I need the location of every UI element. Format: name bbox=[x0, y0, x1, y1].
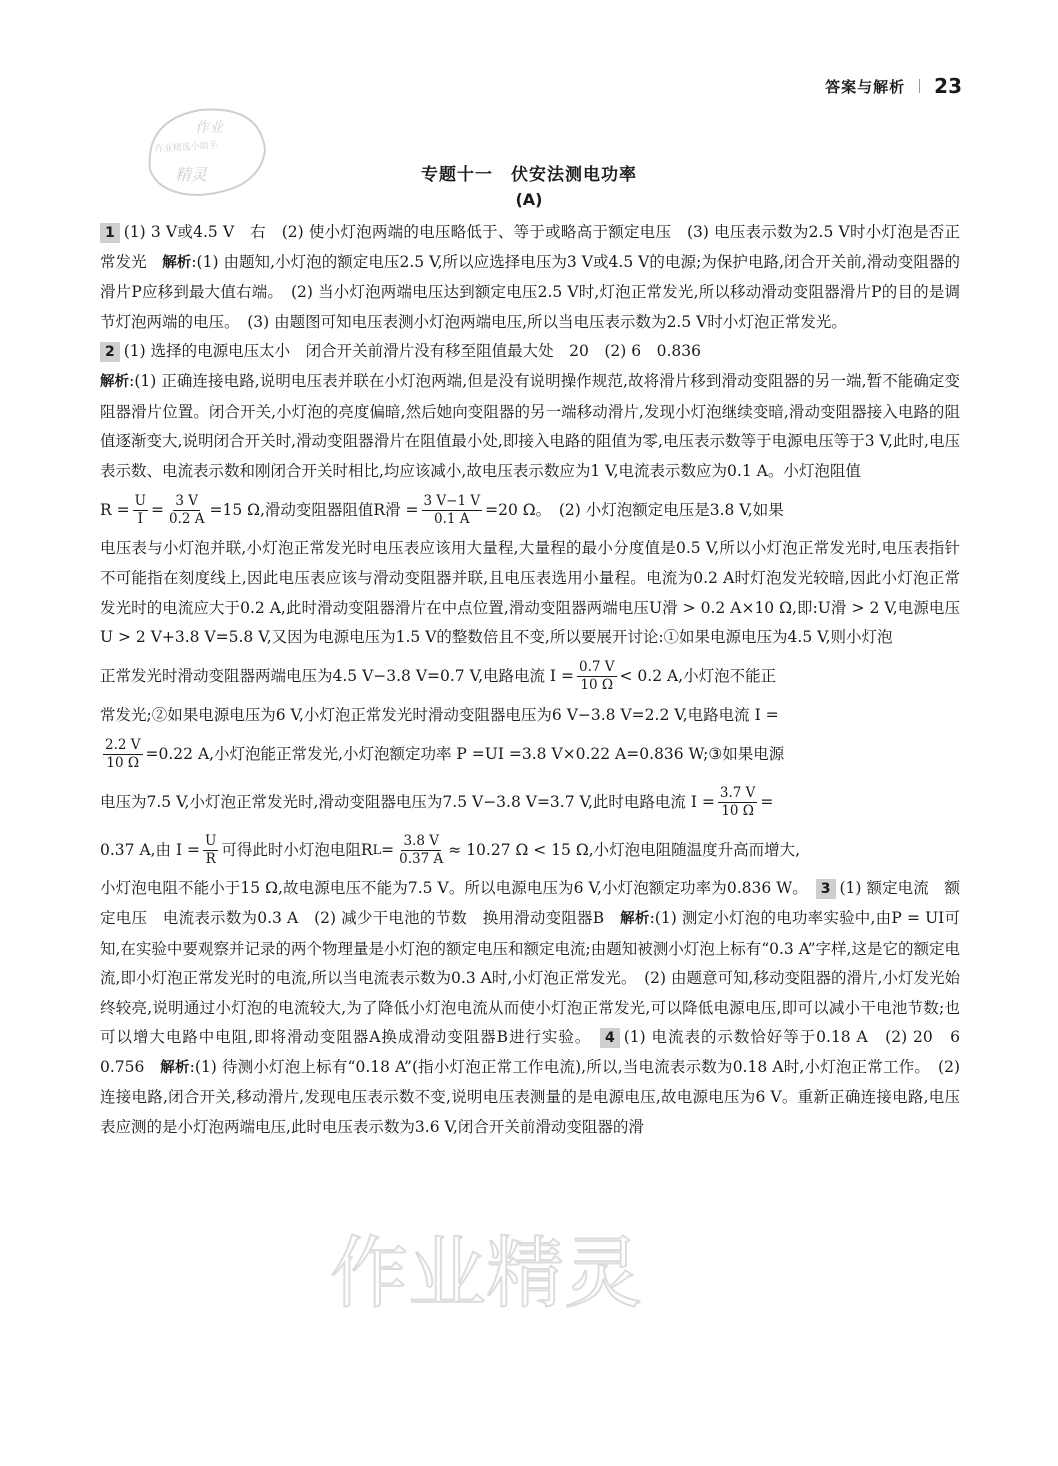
stamp-top-text: 作业 bbox=[195, 120, 223, 136]
q3-analysis-label: 解析 bbox=[620, 910, 650, 927]
fraction-07v-over-10 bbox=[577, 659, 617, 694]
q2-analysis-part1: :(1) 正确连接电路,说明电压表并联在小灯泡两端,但是没有说明操作规范,故将滑片移到滑动变阻器的另一端,暂不能确定变阻器滑片位置。闭合开关,小灯泡的亮度偏暗,然后她向变阻器的另一端移动滑片,发现小灯泡继续变暗,滑动变阻器接入电路的阻值逐渐变大,说明闭合开关时,滑动变阻器滑片在阻值最小处,即接入电路的阻值为零,电压表示数等于电源电压等于3 V,此时,电压表示数、电流表示数和刚闭合开关时相比,均应该减小,故电压表示数应为1 V,电流表示数应为0.1 A。小灯泡阻值 bbox=[100, 371, 960, 480]
section-subtitle: (A) bbox=[515, 190, 543, 209]
formula-line-2 bbox=[100, 653, 960, 701]
frac-numerator: 0.7 V bbox=[578, 659, 615, 676]
m3-text-1: =0.22 A,小灯泡能正常发光,小灯泡额定功率 P =UI =3.8 V×0.22 A=0.836 W;③如果电源 bbox=[145, 744, 785, 763]
question-2-analysis-cont bbox=[100, 534, 960, 652]
header-divider bbox=[919, 79, 920, 93]
q4-analysis-label: 解析 bbox=[160, 1059, 190, 1076]
question-2-3-4 bbox=[100, 874, 976, 1142]
m4-text-2: = bbox=[760, 792, 774, 811]
m2-text-2: < 0.2 A,小灯泡不能正 bbox=[619, 666, 777, 685]
frac-numerator: 2.2 V bbox=[105, 736, 141, 753]
m5-text-1: 0.37 A,由 I = bbox=[100, 840, 201, 859]
m5-subscript: L bbox=[372, 842, 382, 858]
m1-text-2: =20 Ω。 (2) 小灯泡额定电压是3.8 V,如果 bbox=[485, 500, 784, 519]
frac-numerator: U bbox=[134, 492, 146, 509]
fraction-3v-over-02a bbox=[167, 493, 207, 528]
q1-analysis-label: 解析 bbox=[162, 254, 192, 271]
q2-analysis-label: 解析 bbox=[100, 373, 130, 390]
fraction-22v-over-10 bbox=[103, 737, 143, 772]
question-number-1: 1 bbox=[100, 223, 120, 243]
fraction-u-over-r bbox=[203, 833, 218, 868]
m5-text-4: ≈ 10.27 Ω < 15 Ω,小灯泡电阻随温度升高而增大, bbox=[448, 840, 801, 859]
stamp-logo-icon bbox=[140, 100, 270, 200]
frac-denominator: 0.37 A bbox=[399, 850, 444, 867]
page-title: 专题十一 伏安法测电功率 bbox=[421, 165, 637, 185]
m2-text-1: 正常发光时滑动变阻器两端电压为4.5 V−3.8 V=0.7 V,电路电流 I = bbox=[100, 666, 574, 685]
frac-denominator: 0.1 A bbox=[434, 510, 470, 527]
stamp-bottom-text: 精灵 bbox=[175, 165, 208, 184]
frac-denominator: 0.2 A bbox=[168, 510, 205, 527]
page-number: 23 bbox=[934, 74, 962, 98]
m1-text-1: =15 Ω,滑动变阻器阻值R滑 = bbox=[209, 500, 419, 519]
m4-text-1: 电压为7.5 V,小灯泡正常发光时,滑动变阻器电压为7.5 V−3.8 V=3.7 V,此时电路电流 I = bbox=[100, 792, 715, 811]
q2-answer: (1) 选择的电源电压太小 闭合开关前滑片没有移至阻值最大处 20 (2) 6 0.836 bbox=[123, 342, 701, 361]
formula-line-4 bbox=[100, 778, 960, 826]
frac-denominator: I bbox=[137, 510, 143, 527]
q2-analysis-part2: 电压表与小灯泡并联,小灯泡正常发光时电压表应该用大量程,大量程的最小分度值是0.5 V,所以小灯泡正常发光时,电压表指针不可能指在刻度线上,因此电压表应该与滑动变阻器并联,且电压表选用小量程。电流为0.2 A时灯泡发光较暗,因此小灯泡正常发光时的电流应大于0.2 A,此时滑动变阻器滑片在中点位置,滑动变阻器两端电压U滑 > 0.2 A×10 Ω,即:U滑 > 2 V,电源电压U > 2 V+3.8 V=5.8 V,又因为电源电压为1.5 V的整数倍且不变,所以要展开讨论:①如果电源电压为4.5 V,则小灯泡 bbox=[100, 539, 960, 647]
frac-numerator: 3.7 V bbox=[719, 784, 756, 801]
header-label: 答案与解析 bbox=[825, 77, 906, 96]
m1-r: R = bbox=[100, 500, 130, 519]
m1-eq: = bbox=[150, 500, 164, 519]
formula-line-5 bbox=[100, 826, 960, 874]
frac-denominator: R bbox=[205, 850, 216, 867]
question-number-4: 4 bbox=[600, 1028, 620, 1048]
question-number-2: 2 bbox=[100, 342, 120, 362]
page-header bbox=[825, 74, 962, 98]
q2-analysis-part3: 常发光;②如果电源电压为6 V,小灯泡正常发光时滑动变阻器电压为6 V−3.8 V=2.2 V,电路电流 I = bbox=[100, 705, 779, 724]
answer-content bbox=[100, 218, 976, 1143]
formula-line-1 bbox=[100, 486, 960, 534]
fraction-38v-over-037a bbox=[397, 833, 445, 868]
frac-denominator: 10 Ω bbox=[106, 754, 140, 771]
q1-analysis: :(1) 由题知,小灯泡的额定电压2.5 V,所以应选择电压为3 V或4.5 V的电源;为保护电路,闭合开关前,滑动变阻器的滑片P应移到最大值右端。 (2) 当小灯泡两端电压达到额定电压2.5 V时,灯泡正常发光,所以移动滑动变阻器滑片P的目的是调节灯泡两端的电压。 (3) 由题图可知电压表测小灯泡两端电压,所以当电压表示数为2.5 V时小灯泡正常发光。 bbox=[100, 252, 961, 331]
frac-denominator: 10 Ω bbox=[721, 802, 754, 819]
q3-analysis: :(1) 测定小灯泡的电功率实验中,由P = UI可知,在实验中要观察并记录的两个物理量是小灯泡的额定电压和额定电流;由题知被测小灯泡上标有“0.3 A”字样,这是它的额定电流,即小灯泡正常发光时的电流,所以当电流表示数为0.3 A时,小灯泡正常发光。 (2) 由题意可知,移动变阻器的滑片,小灯发光始终较亮,说明通过小灯泡的电流较大,为了降低小灯泡电流从而使小灯泡正常发光,可以降低电源电压,即可以减小干电池节数;也可以增大电路中电阻,即将滑动变阻器A换成滑动变阻器B进行实验。 bbox=[100, 908, 961, 1047]
frac-numerator: 3.8 V bbox=[403, 832, 439, 849]
frac-numerator: U bbox=[205, 832, 217, 849]
frac-numerator: 3 V−1 V bbox=[423, 492, 481, 509]
q1-answer: (1) 3 V或4.5 V 右 (2) 使小灯泡两端的电压略低于、等于或略高于额定电压 (3) 电压表示数为2.5 V时小灯泡是否正常发光 bbox=[100, 223, 960, 271]
question-2-analysis bbox=[100, 367, 960, 486]
watermark-text: 作业精灵 bbox=[330, 1229, 643, 1319]
fraction-2v-over-01a bbox=[422, 493, 483, 528]
m5-text-2: 可得此时小灯泡电阻R bbox=[221, 840, 373, 859]
question-2-analysis-cont-2 bbox=[100, 701, 960, 731]
q4-analysis: :(1) 待测小灯泡上标有“0.18 A”(指小灯泡正常工作电流),所以,当电流表示数为0.18 A时,小灯泡正常工作。 (2) 连接电路,闭合开关,移动滑片,发现电压表示数不变,说明电压表测量的是电源电压,故电源电压为6 V。重新正确连接电路,电压表应测的是小灯泡两端电压,此时电压表示数为3.6 V,闭合开关前滑动变阻器的滑 bbox=[100, 1057, 961, 1137]
question-number-3: 3 bbox=[816, 879, 836, 899]
q4-answer: (1) 电流表的示数恰好等于0.18 A (2) 20 6 0.756 bbox=[100, 1028, 976, 1076]
stamp-middle-text: 作业精选小助手 bbox=[154, 140, 219, 155]
formula-line-3 bbox=[100, 730, 960, 778]
m5-text-3: = bbox=[381, 840, 395, 859]
frac-denominator: 10 Ω bbox=[580, 677, 614, 694]
q2-analysis-part4: 小灯泡电阻不能小于15 Ω,故电源电压不能为7.5 V。所以电源电压为6 V,小灯泡额定功率为0.836 W。 bbox=[100, 879, 816, 898]
question-2-answer bbox=[100, 337, 960, 367]
watermark-logo-icon bbox=[320, 1220, 660, 1320]
frac-numerator: 3 V bbox=[175, 492, 199, 509]
q3-answer: (1) 额定电流 额定电压 电流表示数为0.3 A (2) 减少干电池的节数 换用滑动变阻器B bbox=[100, 879, 960, 927]
question-1 bbox=[100, 218, 960, 337]
fraction-37v-over-10 bbox=[718, 785, 758, 820]
fraction-u-over-i bbox=[133, 493, 148, 528]
